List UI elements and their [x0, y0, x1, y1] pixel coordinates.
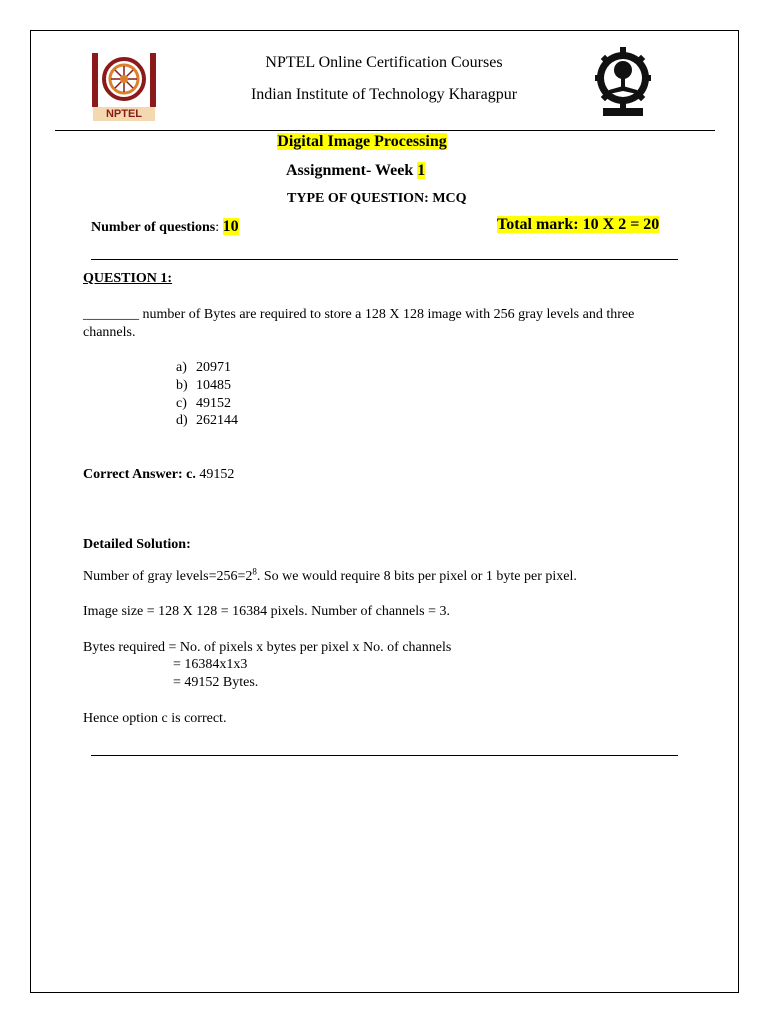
solution-line-3: Bytes required = No. of pixels x bytes per pixel x No. of channels: [83, 640, 452, 655]
question-text-line-1: ________ number of Bytes are required to store a 128 X 128 image with 256 gray levels and three: [83, 307, 635, 322]
question-heading: QUESTION 1:: [83, 271, 173, 286]
summary-rule: [91, 259, 678, 260]
solution-line-6: Hence option c is correct.: [83, 711, 227, 726]
solution-line-2: Image size = 128 X 128 = 16384 pixels. Number of channels = 3.: [83, 604, 451, 619]
number-of-questions: Number of questions: 10: [91, 218, 239, 235]
solution-line-1: Number of gray $levels=256=2^8$. So we would require 8 bits per pixel or 1 byte per pixel.: [83, 566, 577, 584]
total-mark: Total mark: 10 X 2 = 20: [497, 216, 660, 233]
week-number: 1: [417, 162, 426, 179]
question-text-line-2: channels.: [83, 325, 136, 340]
header-line-2: Indian Institute of Technology Kharagpur: [250, 86, 518, 103]
option-a: a) 20971: [176, 360, 231, 375]
option-c: c) 49152: [176, 396, 231, 411]
solution-heading: Detailed Solution:: [83, 537, 191, 552]
solution-line-4: = 16384x1x3: [173, 657, 248, 672]
type-of-question: TYPE OF QUESTION: MCQ: [287, 191, 467, 206]
option-d: d) 262144: [176, 413, 238, 428]
header-line-1: NPTEL Online Certification Courses: [265, 54, 503, 71]
nptel-logo-text: NPTEL: [105, 108, 143, 120]
correct-answer: Correct Answer: c. 49152: [83, 467, 235, 482]
option-b: b) 10485: [176, 378, 231, 393]
header-rule: [55, 130, 715, 131]
num-questions-value: 10: [222, 218, 239, 235]
solution-rule: [91, 755, 678, 756]
assignment-title: Assignment- Week 1: [286, 162, 426, 179]
solution-line-5: = 49152 Bytes.: [173, 675, 259, 690]
course-title: Digital Image Processing: [277, 133, 447, 150]
